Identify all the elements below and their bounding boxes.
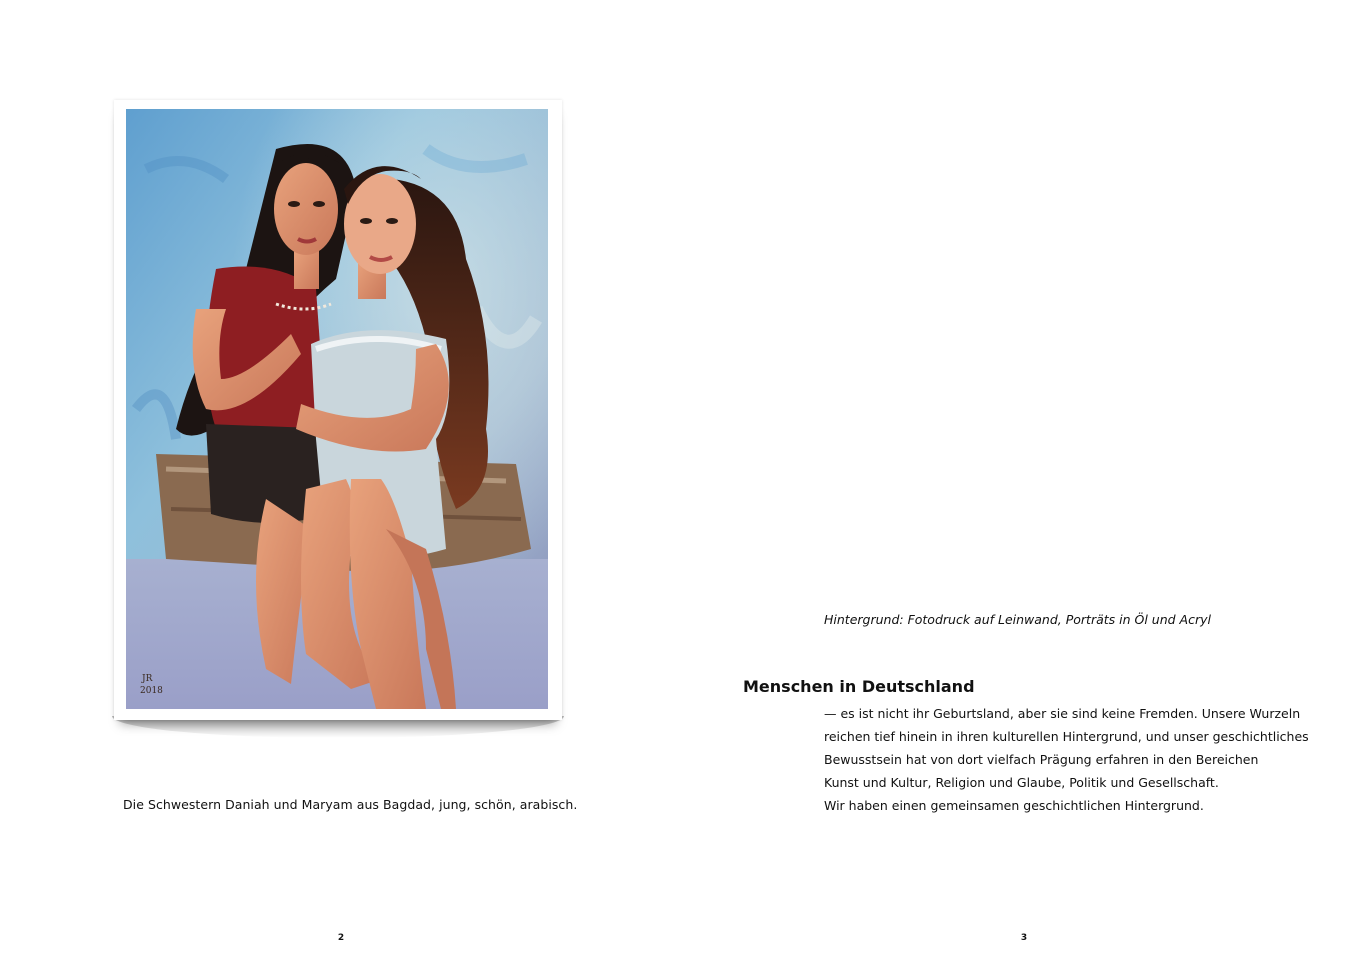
painting-signature-year: 2018 [140, 686, 163, 696]
body-line: Bewusstsein hat von dort vielfach Prägung erfahren in den Bereichen [824, 752, 1259, 767]
body-line: reichen tief hinein in ihren kulturellen Hintergrund, und unser geschichtliches [824, 729, 1309, 744]
painting-signature-initials: JR [142, 674, 153, 684]
painting-two-sisters [126, 109, 548, 709]
page-number-left: 2 [337, 933, 345, 943]
body-paragraph [824, 704, 1344, 819]
body-line: — es ist nicht ihr Geburtsland, aber sie sind keine Fremden. Unsere Wurzeln [824, 706, 1301, 721]
section-heading: Menschen in Deutschland [743, 677, 975, 696]
right-page [683, 0, 1366, 966]
page-number-right: 3 [1020, 933, 1028, 943]
painting-caption: Die Schwestern Daniah und Maryam aus Bagdad, jung, schön, arabisch. [123, 797, 578, 812]
body-line: Wir haben einen gemeinsamen geschichtlichen Hintergrund. [824, 798, 1204, 813]
body-line: Kunst und Kultur, Religion und Glaube, Politik und Gesellschaft. [824, 775, 1219, 790]
background-note: Hintergrund: Fotodruck auf Leinwand, Porträts in Öl und Acryl [824, 612, 1211, 627]
painting-frame [114, 100, 562, 720]
